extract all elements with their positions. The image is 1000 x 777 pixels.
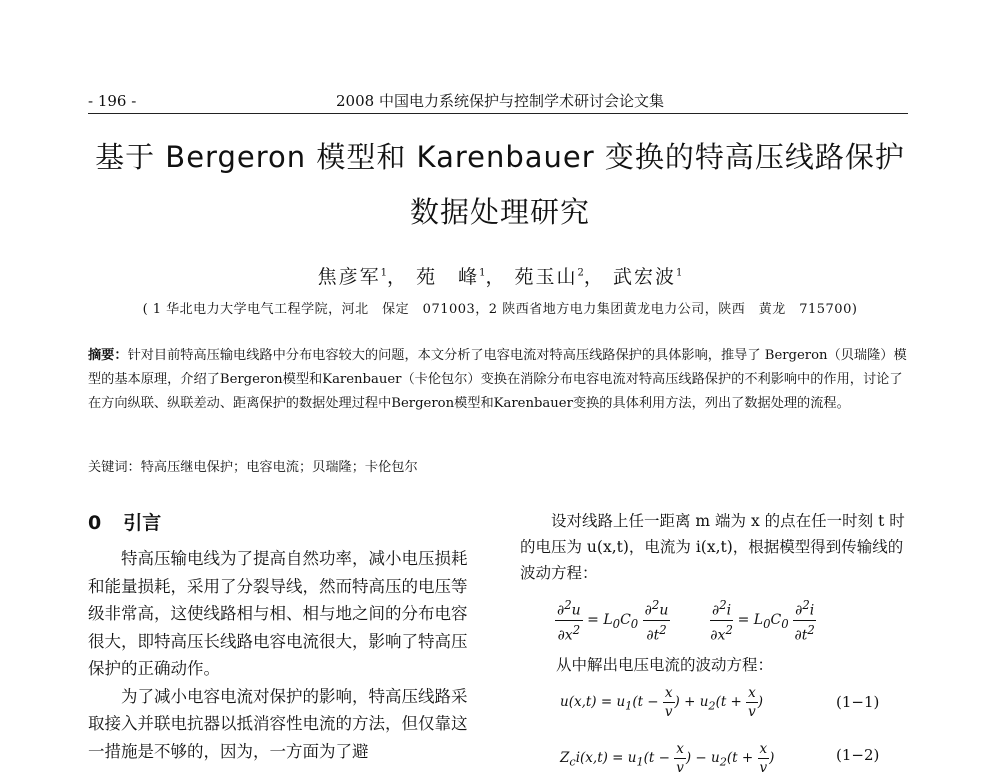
header-rule: [88, 113, 908, 114]
author-affil-mark: 1: [675, 267, 683, 279]
proceedings-title: 2008 中国电力系统保护与控制学术研讨会论文集: [336, 92, 664, 110]
paragraph: 特高压输电线为了提高自然功率，减小电压损耗和能量损耗，采用了分裂导线，然而特高压的电压等级非常高，这使线路相与相、相与地之间的分布电容很大，即特高压长线路电容电流很大，影响了特高压保护的正确动作。: [88, 549, 468, 678]
equation-1-2: $Z_ci(x,t) = u_1(t$ − $\frac{x}{v}$ ) − $u_2(t$ + $\frac{x}{v}$ ): [560, 741, 775, 776]
section-number: 0: [88, 512, 102, 534]
keywords-text: 特高压继电保护；电容电流；贝瑞隆；卡伦包尔: [140, 460, 418, 475]
author-affil-mark: 1: [380, 267, 388, 279]
paragraph: 设对线路上任一距离 m 端为 x 的点在任一时刻 t 时的电压为 u(x,t)，电流为 i(x,t)，根据模型得到传输线的波动方程：: [520, 512, 905, 582]
author-name: 苑 峰: [416, 266, 480, 288]
paragraph: 为了减小电容电流对保护的影响，特高压线路采取接入并联电抗器以抵消容性电流的方法，但仅靠这一措施是不够的，因为，一方面为了避: [88, 686, 468, 761]
author-list: 焦彦军$^1$， 苑 峰$^1$， 苑玉山$^2$， 武宏波$^1$: [317, 266, 683, 288]
author-name: 焦彦军: [317, 266, 381, 288]
author-name: 苑玉山: [514, 266, 578, 288]
right-column-intro: [520, 508, 910, 586]
author-name: 武宏波: [612, 266, 676, 288]
abstract-text: 针对目前特高压输电线路中分布电容较大的问题，本文分析了电容电流对特高压线路保护的具体影响，推导了 Bergeron（贝瑞隆）模型的基本原理，介绍了Bergeron模型和Karenbauer（卡伦包尔）变换在消除分布电容电流对特高压线路保护的不利影响中的作用，讨论了在方向纵联、纵联差动、距离保护的数据处理过程中Bergeron模型和Karenbauer变换的具体利用方法，列出了数据处理的流程。: [88, 348, 907, 411]
paper-title-line2: 数据处理研究: [409, 195, 590, 229]
section-heading: [88, 508, 183, 535]
keywords-label: 关键词：: [88, 460, 141, 475]
wave-equation-current: $\frac{\partial^2i}{\partial x^2}$ = $L_0C_0$ $\frac{\partial^2i}{\partial t^2}$: [710, 598, 815, 644]
abstract-label: 摘要：: [88, 348, 128, 363]
section-title: 引言: [123, 512, 162, 534]
left-column: [88, 545, 468, 765]
paragraph: 从中解出电压电流的波动方程：: [556, 656, 774, 674]
author-affil-mark: 2: [577, 267, 584, 279]
paper-title-line1: 基于 Bergeron 模型和 Karenbauer 变换的特高压线路保护: [95, 140, 905, 174]
wave-equation-voltage: $\frac{\partial^2u}{\partial x^2}$ = $L_0C_0$ $\frac{\partial^2u}{\partial t^2}$: [557, 598, 669, 644]
equation-number: (1−2): [836, 746, 880, 764]
affiliation: ( 1 华北电力大学电气工程学院，河北 保定 071003，2 陕西省地方电力集团黄龙电力公司，陕西 黄龙 715700): [142, 302, 858, 317]
author-affil-mark: 1: [479, 267, 486, 279]
equation-number: (1−1): [836, 693, 880, 711]
keywords: [88, 456, 418, 475]
page-number: - 196 -: [88, 92, 137, 110]
abstract: [88, 344, 910, 416]
equation-1-1: $u(x,t) = u_1(t$ − $\frac{x}{v}$ ) + $u_2(t$ + $\frac{x}{v}$ ): [560, 685, 764, 720]
